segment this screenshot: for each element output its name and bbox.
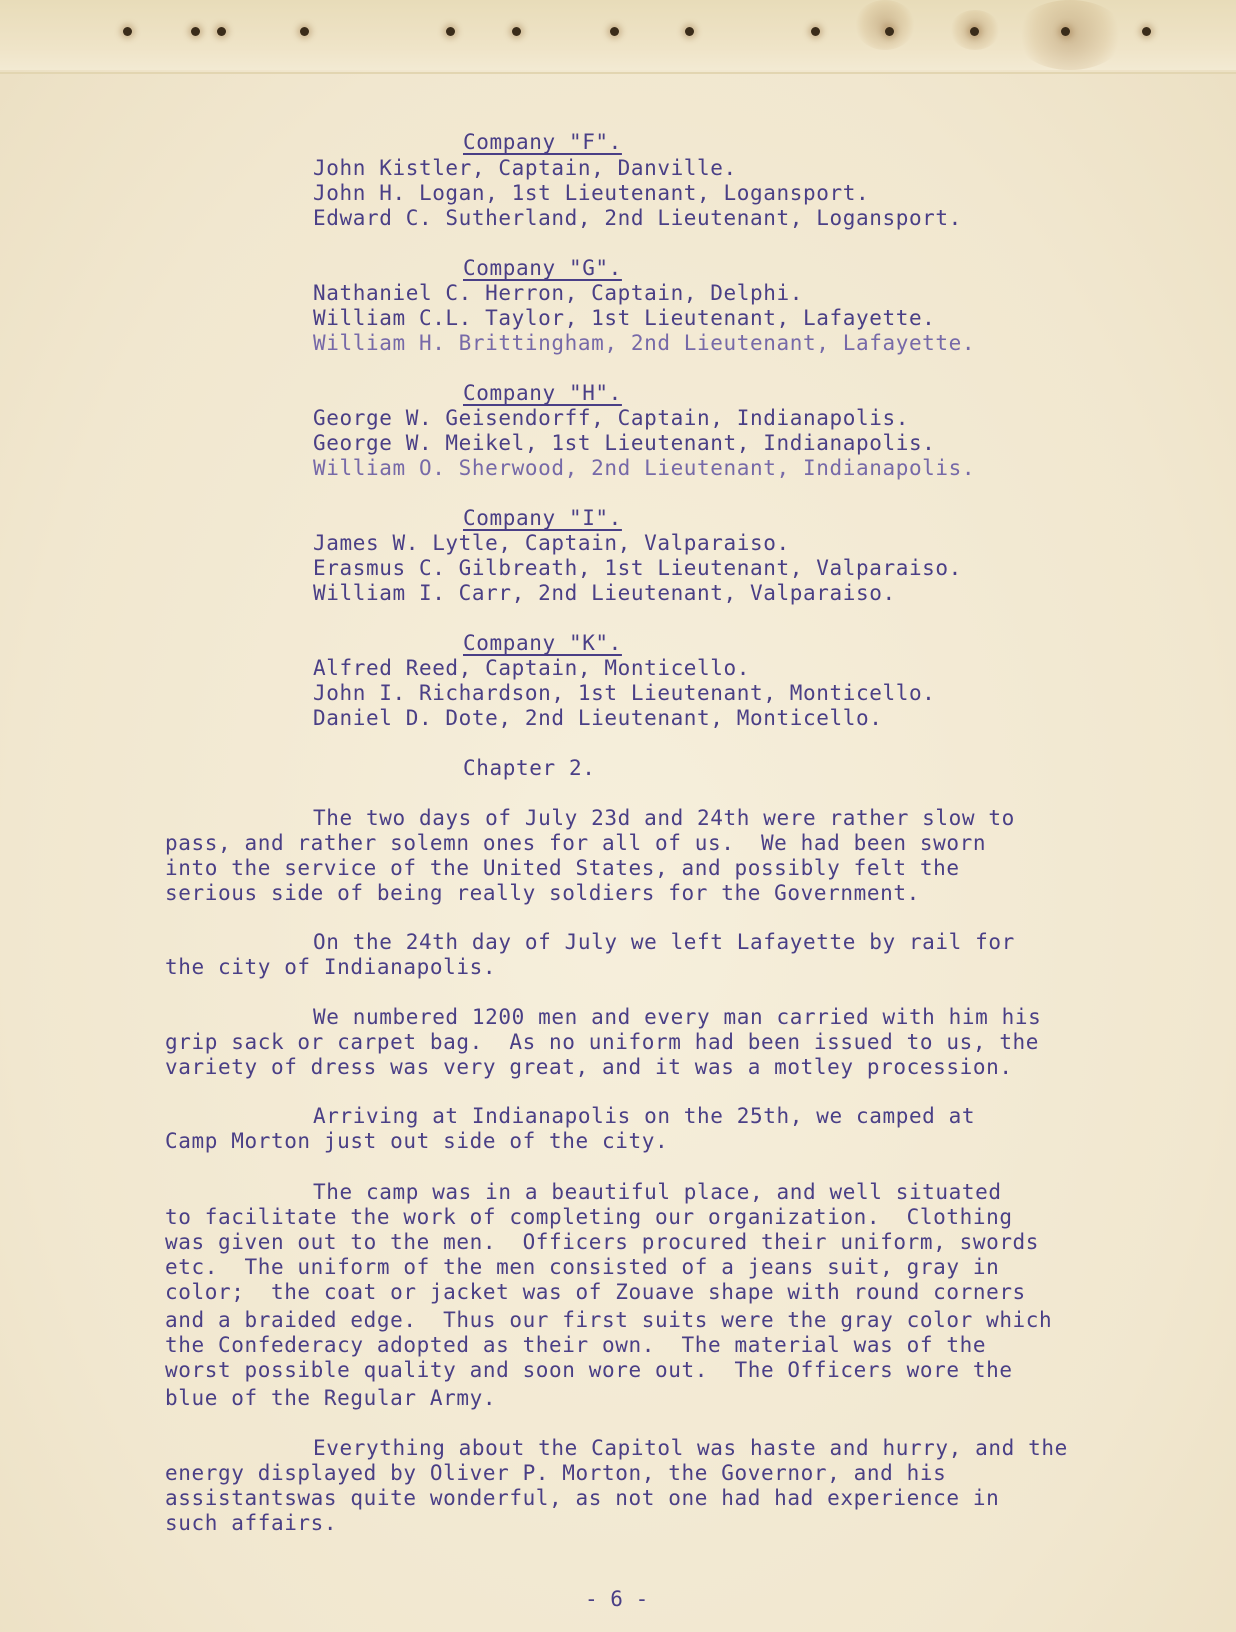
paragraph-line: grip sack or carpet bag. As no uniform had been issued to us, the (165, 1030, 1040, 1054)
binding-hole (811, 27, 820, 36)
officer-entry: William C.L. Taylor, 1st Lieutenant, Lafayette. (313, 306, 936, 330)
officer-entry: John I. Richardson, 1st Lieutenant, Monticello. (313, 681, 936, 705)
page-number: - 6 - (585, 1587, 649, 1611)
paragraph-line: color; the coat or jacket was of Zouave shape with round corners (165, 1280, 1026, 1304)
paragraph-line: The two days of July 23d and 24th were rather slow to (313, 806, 1015, 830)
officer-entry: Erasmus C. Gilbreath, 1st Lieutenant, Valparaiso. (313, 556, 962, 580)
paragraph-line: Everything about the Capitol was haste and hurry, and the (313, 1436, 1068, 1460)
company-heading: Company "G". (463, 256, 622, 280)
binding-hole (610, 27, 619, 36)
paragraph-line: We numbered 1200 men and every man carried with him his (313, 1005, 1042, 1029)
company-heading: Company "F". (463, 130, 622, 154)
paragraph-line: such affairs. (165, 1511, 338, 1535)
officer-entry: William O. Sherwood, 2nd Lieutenant, Indianapolis. (313, 456, 976, 480)
chapter-title: Chapter 2. (463, 756, 596, 780)
paragraph-line: the Confederacy adopted as their own. The material was of the (165, 1333, 987, 1357)
binding-hole (217, 27, 226, 36)
officer-entry: John H. Logan, 1st Lieutenant, Logansport. (313, 181, 870, 205)
officer-entry: George W. Geisendorff, Captain, Indianapolis. (313, 406, 909, 430)
binding-fold (0, 72, 1236, 74)
paragraph-line: serious side of being really soldiers for the Government. (165, 881, 920, 905)
binding-hole (885, 27, 894, 36)
paragraph-line: Arriving at Indianapolis on the 25th, we camped at (313, 1104, 976, 1128)
paragraph-line: worst possible quality and soon wore out. The Officers wore the (165, 1358, 1013, 1382)
binding-hole (512, 27, 521, 36)
paragraph-line: the city of Indianapolis. (165, 955, 497, 979)
officer-entry: George W. Meikel, 1st Lieutenant, Indianapolis. (313, 431, 936, 455)
binding-hole (1061, 27, 1070, 36)
binding-hole (191, 27, 200, 36)
binding-hole (1142, 27, 1151, 36)
officer-entry: Nathaniel C. Herron, Captain, Delphi. (313, 281, 803, 305)
paragraph-line: etc. The uniform of the men consisted of a jeans suit, gray in (165, 1255, 1000, 1279)
paragraph-line: was given out to the men. Officers procured their uniform, swords (165, 1230, 1040, 1254)
officer-entry: William H. Brittingham, 2nd Lieutenant, Lafayette. (313, 331, 976, 355)
officer-entry: Daniel D. Dote, 2nd Lieutenant, Monticello. (313, 706, 883, 730)
binding-hole (300, 27, 309, 36)
officer-entry: Edward C. Sutherland, 2nd Lieutenant, Logansport. (313, 206, 962, 230)
binding-hole (970, 27, 979, 36)
company-heading: Company "H". (463, 381, 622, 405)
stain-mark (855, 0, 915, 50)
paragraph-line: energy displayed by Oliver P. Morton, the Governor, and his (165, 1461, 947, 1485)
officer-entry: William I. Carr, 2nd Lieutenant, Valparaiso. (313, 581, 896, 605)
binding-hole (123, 27, 132, 36)
paragraph-line: Camp Morton just out side of the city. (165, 1129, 669, 1153)
paragraph-line: The camp was in a beautiful place, and well situated (313, 1180, 1002, 1204)
paragraph-line: blue of the Regular Army. (165, 1386, 497, 1410)
company-heading: Company "I". (463, 506, 622, 530)
binding-hole (685, 27, 694, 36)
company-heading: Company "K". (463, 631, 622, 655)
officer-entry: John Kistler, Captain, Danville. (313, 156, 737, 180)
officer-entry: James W. Lytle, Captain, Valparaiso. (313, 531, 790, 555)
paragraph-line: assistantswas quite wonderful, as not one had had experience in (165, 1486, 1000, 1510)
paragraph-line: to facilitate the work of completing our organization. Clothing (165, 1205, 1013, 1229)
officer-entry: Alfred Reed, Captain, Monticello. (313, 656, 751, 680)
paragraph-line: On the 24th day of July we left Lafayette by rail for (313, 930, 1015, 954)
paragraph-line: into the service of the United States, and possibly felt the (165, 856, 960, 880)
paragraph-line: pass, and rather solemn ones for all of us. We had been sworn (165, 831, 987, 855)
paragraph-line: variety of dress was very great, and it was a motley procession. (165, 1055, 1013, 1079)
paragraph-line: and a braided edge. Thus our first suits were the gray color which (165, 1308, 1053, 1332)
stain-mark (1015, 0, 1125, 70)
binding-hole (446, 27, 455, 36)
